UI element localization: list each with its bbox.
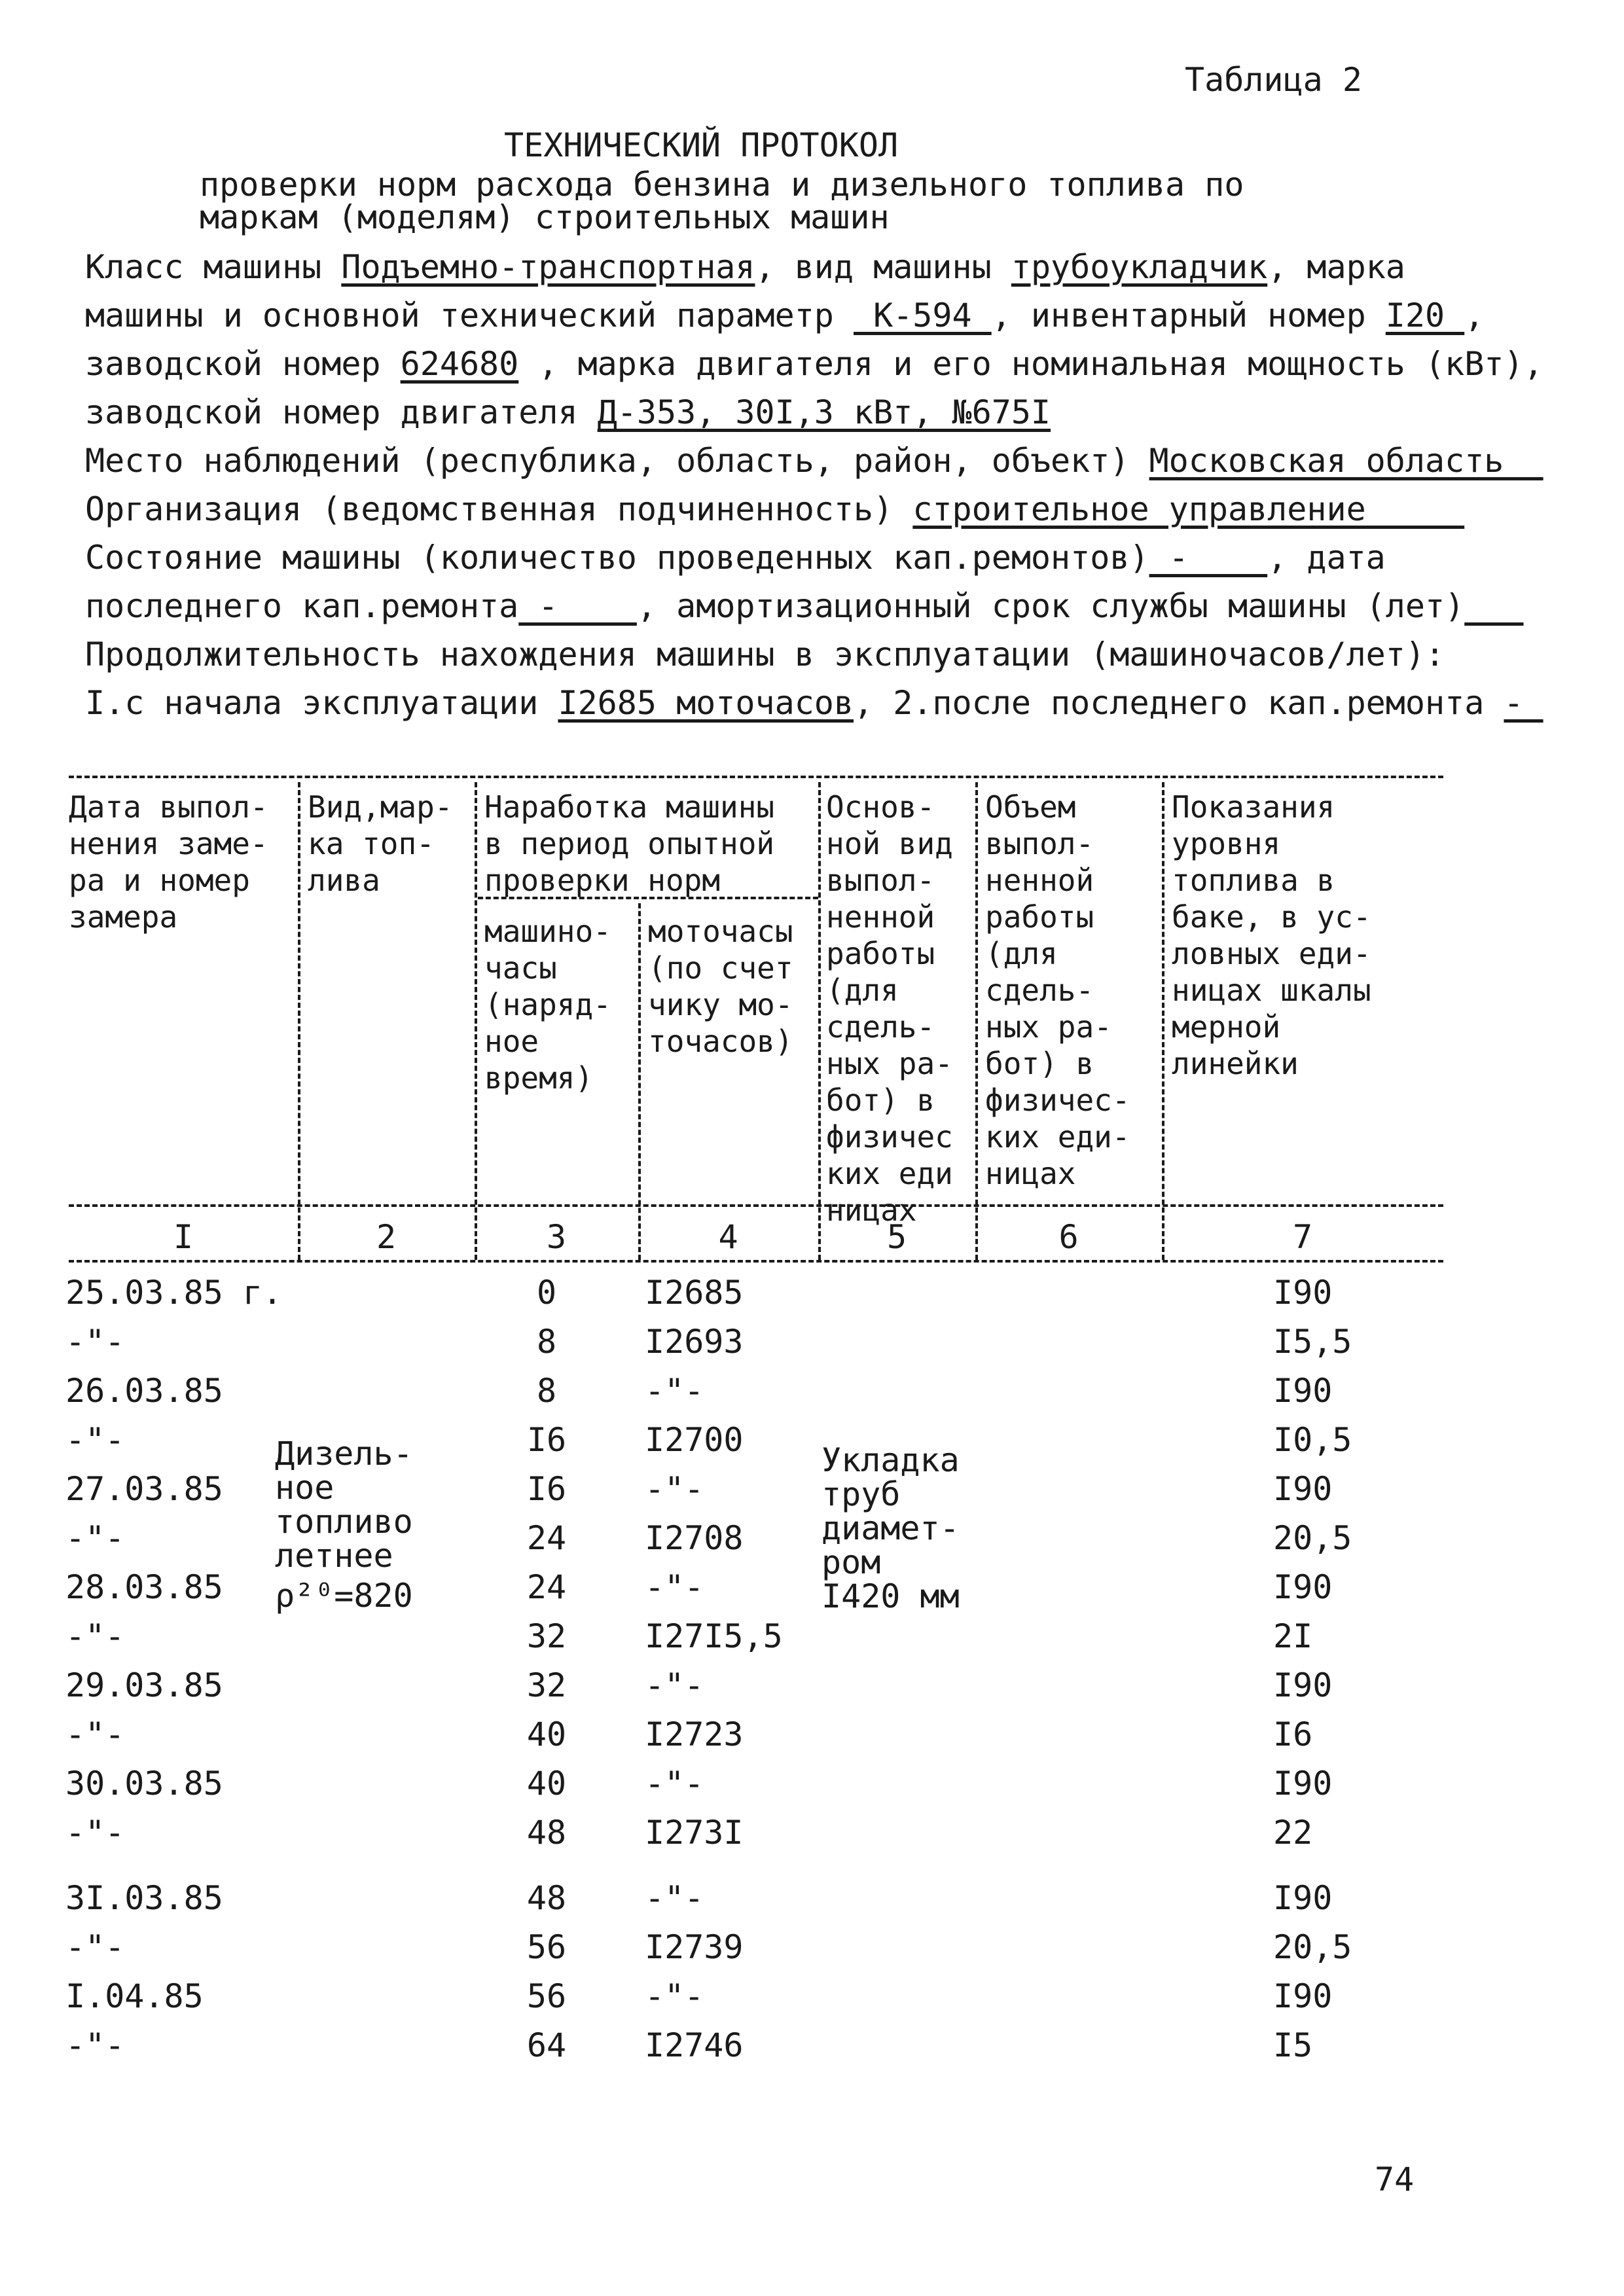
operation-hours-line <box>85 683 1543 723</box>
row-c3-cell: 32 <box>526 1617 567 1655</box>
row-date-cell: -"- <box>65 1715 125 1753</box>
row-c7-cell: 20,5 <box>1273 1928 1352 1966</box>
row-c4-cell: I2685 <box>645 1274 744 1312</box>
row-c3-cell: 0 <box>536 1274 557 1312</box>
row-date-cell: -"- <box>65 1323 125 1361</box>
header-fuel-level: Показания уровня топлива в баке, в ус- ловных еди- ницах шкалы мерной линейки <box>1172 789 1371 1081</box>
row-date-cell: 30.03.85 <box>65 1765 223 1803</box>
machine-param-line <box>85 296 1484 335</box>
row-c3-cell: 32 <box>526 1666 567 1704</box>
row-c4-cell: -"- <box>645 1470 704 1508</box>
machine-class-value: Подъемно-транспортная <box>341 248 755 286</box>
header-fuel-type: Вид,мар- ка топ- лива <box>308 789 453 898</box>
column-numbers-rule <box>69 1260 1443 1263</box>
row-c3-cell: 24 <box>526 1568 567 1606</box>
row-c4-cell: I2739 <box>645 1928 744 1966</box>
row-date-cell: -"- <box>65 1519 125 1557</box>
header-operating-time: Наработка машины в период опытной проверки норм <box>484 789 775 898</box>
row-date-cell: -"- <box>65 1928 125 1966</box>
row-date-cell: 28.03.85 <box>65 1568 223 1606</box>
row-c7-cell: I90 <box>1273 1470 1333 1508</box>
row-date-cell: 3I.03.85 <box>65 1879 223 1917</box>
row-c3-cell: I6 <box>526 1470 567 1508</box>
header-engine-hours: моточасы (по счет чику мо- точасов) <box>648 914 793 1059</box>
column-number: 7 <box>1292 1218 1313 1256</box>
table-label: Таблица 2 <box>1185 61 1362 99</box>
row-c3-cell: 56 <box>526 1977 567 2015</box>
machine-type-label: , вид машины <box>755 248 1011 286</box>
header-bottom-rule <box>69 1204 1443 1207</box>
since-start-value: I2685 моточасов <box>558 684 854 722</box>
row-c7-cell: I90 <box>1273 1274 1333 1312</box>
col-divider-4 <box>818 782 821 1260</box>
comma: , <box>1464 296 1485 334</box>
row-date-cell: I.04.85 <box>65 1977 204 2015</box>
protocol-title: ТЕХНИЧЕСКИЙ ПРОТОКОЛ <box>504 126 899 164</box>
fuel-density: ρ²⁰=820 <box>275 1577 413 1615</box>
row-date-cell: 27.03.85 <box>65 1470 223 1508</box>
observation-place-label: Место наблюдений (республика, область, район, объект) <box>85 442 1149 480</box>
last-repair-label: последнего кап.ремонта <box>85 587 519 625</box>
col-divider-2 <box>475 782 477 1260</box>
row-c4-cell: -"- <box>645 1977 704 2015</box>
row-date-cell: -"- <box>65 2026 125 2064</box>
row-c4-cell: I2693 <box>645 1323 744 1361</box>
organization-line <box>85 490 1464 529</box>
observation-place-value: Московская область <box>1149 442 1543 480</box>
last-repair-line <box>85 586 1524 626</box>
row-c3-cell: 8 <box>536 1372 557 1410</box>
machine-condition-value: - <box>1149 539 1268 577</box>
col-divider-1 <box>298 782 300 1260</box>
engine-number-line <box>85 393 1051 432</box>
row-c7-cell: I90 <box>1273 1372 1333 1410</box>
machine-condition-line <box>85 538 1386 577</box>
row-c4-cell: I27I5,5 <box>645 1617 783 1655</box>
row-date-cell: 26.03.85 <box>65 1372 223 1410</box>
row-date-cell: -"- <box>65 1814 125 1852</box>
row-c4-cell: -"- <box>645 1666 704 1704</box>
machine-type-value: трубоукладчик <box>1011 248 1268 286</box>
row-c4-cell: -"- <box>645 1568 704 1606</box>
machine-class-line <box>85 247 1405 287</box>
row-c3-cell: I6 <box>526 1421 567 1459</box>
row-date-cell: 29.03.85 <box>65 1666 223 1704</box>
header-machine-hours: машино- часы (наряд- ное время) <box>484 914 611 1096</box>
since-repair-label: , 2.после последнего кап.ремонта <box>854 684 1504 722</box>
row-c7-cell: I90 <box>1273 1977 1333 2015</box>
since-repair-value: - <box>1504 684 1543 722</box>
organization-label: Организация (ведомственная подчиненность) <box>85 490 913 528</box>
service-life-label: , амортизационный срок службы машины (лет) <box>636 587 1465 625</box>
machine-param-label: машины и основной технический параметр <box>85 296 854 334</box>
machine-class-label: Класс машины <box>85 248 342 286</box>
row-c7-cell: I90 <box>1273 1666 1333 1704</box>
row-date-cell: -"- <box>65 1617 125 1655</box>
row-c4-cell: I2723 <box>645 1715 744 1753</box>
column-number: 5 <box>886 1218 907 1256</box>
operation-duration-line: Продолжительность нахождения машины в эксплуатации (машиночасов/лет): <box>85 636 1445 673</box>
column-number: I <box>173 1218 194 1256</box>
engine-number-label: заводской номер двигателя <box>85 393 598 431</box>
observation-place-line <box>85 441 1543 480</box>
row-c4-cell: -"- <box>645 1765 704 1803</box>
row-c4-cell: -"- <box>645 1879 704 1917</box>
machine-brand-label: , марка <box>1267 248 1405 286</box>
row-c4-cell: I2708 <box>645 1519 744 1557</box>
protocol-subtitle-line1: проверки норм расхода бензина и дизельного топлива по <box>200 166 1244 204</box>
header-date: Дата выпол- нения заме- ра и номер замера <box>69 789 268 935</box>
row-c3-cell: 48 <box>526 1879 567 1917</box>
fuel-type-cell: Дизель- ное топливо летнее <box>275 1435 413 1575</box>
row-date-cell: 25.03.85 г. <box>65 1274 283 1312</box>
table-top-rule <box>69 776 1443 778</box>
engine-number-value: Д-353, 30I,3 кВт, №675I <box>597 393 1051 431</box>
row-c3-cell: 8 <box>536 1323 557 1361</box>
work-type-cell: Укладка труб диамет- ром I420 мм <box>821 1441 960 1615</box>
column-number: 3 <box>546 1218 567 1256</box>
row-c7-cell: I0,5 <box>1273 1421 1352 1459</box>
factory-number-label: заводской номер <box>85 345 401 383</box>
row-c3-cell: 48 <box>526 1814 567 1852</box>
row-c7-cell: 2I <box>1273 1617 1313 1655</box>
row-c7-cell: I90 <box>1273 1765 1333 1803</box>
row-c7-cell: 22 <box>1273 1814 1313 1852</box>
row-date-cell: -"- <box>65 1421 125 1459</box>
col-divider-3 <box>638 903 641 1260</box>
row-c3-cell: 24 <box>526 1519 567 1557</box>
row-c7-cell: I5 <box>1273 2026 1313 2064</box>
since-start-label: I.с начала эксплуатации <box>85 684 558 722</box>
service-life-value <box>1464 587 1523 625</box>
header-work-type: Основ- ной вид выпол- ненной работы (для сдель- ных ра- бот) в физичес ких еди ницах <box>826 789 953 1228</box>
col-divider-6 <box>1162 782 1164 1260</box>
row-c3-cell: 40 <box>526 1765 567 1803</box>
row-c4-cell: -"- <box>645 1372 704 1410</box>
row-c3-cell: 56 <box>526 1928 567 1966</box>
row-c7-cell: I5,5 <box>1273 1323 1352 1361</box>
row-c7-cell: I90 <box>1273 1568 1333 1606</box>
inventory-number-label: , инвентарный номер <box>991 296 1386 334</box>
page-number: 74 <box>1375 2161 1415 2198</box>
row-c7-cell: I6 <box>1273 1715 1313 1753</box>
date-label: , дата <box>1267 539 1386 577</box>
row-c3-cell: 40 <box>526 1715 567 1753</box>
row-c4-cell: I273I <box>645 1814 744 1852</box>
machine-condition-label: Состояние машины (количество проведенных кап.ремонтов) <box>85 539 1149 577</box>
inventory-number-value: I20 <box>1385 296 1465 334</box>
col-divider-5 <box>975 782 978 1260</box>
organization-value: строительное управление <box>912 490 1465 528</box>
header-work-volume: Объем выпол- ненной работы (для сдель- ных ра- бот) в физичес- ких еди- ницах <box>985 789 1130 1191</box>
row-c7-cell: I90 <box>1273 1879 1333 1917</box>
factory-number-value: 624680 <box>400 345 519 383</box>
factory-number-line <box>85 344 1543 384</box>
column-number: 2 <box>376 1218 397 1256</box>
engine-brand-label: , марка двигателя и его номинальная мощность (кВт), <box>518 345 1543 383</box>
row-c4-cell: I2746 <box>645 2026 744 2064</box>
column-number: 6 <box>1058 1218 1079 1256</box>
last-repair-value: - <box>518 587 637 625</box>
row-c4-cell: I2700 <box>645 1421 744 1459</box>
row-c3-cell: 64 <box>526 2026 567 2064</box>
column-number: 4 <box>718 1218 738 1256</box>
protocol-subtitle-line2: маркам (моделям) строительных машин <box>200 198 890 236</box>
machine-param-value: К-594 <box>854 296 992 334</box>
row-c7-cell: 20,5 <box>1273 1519 1352 1557</box>
